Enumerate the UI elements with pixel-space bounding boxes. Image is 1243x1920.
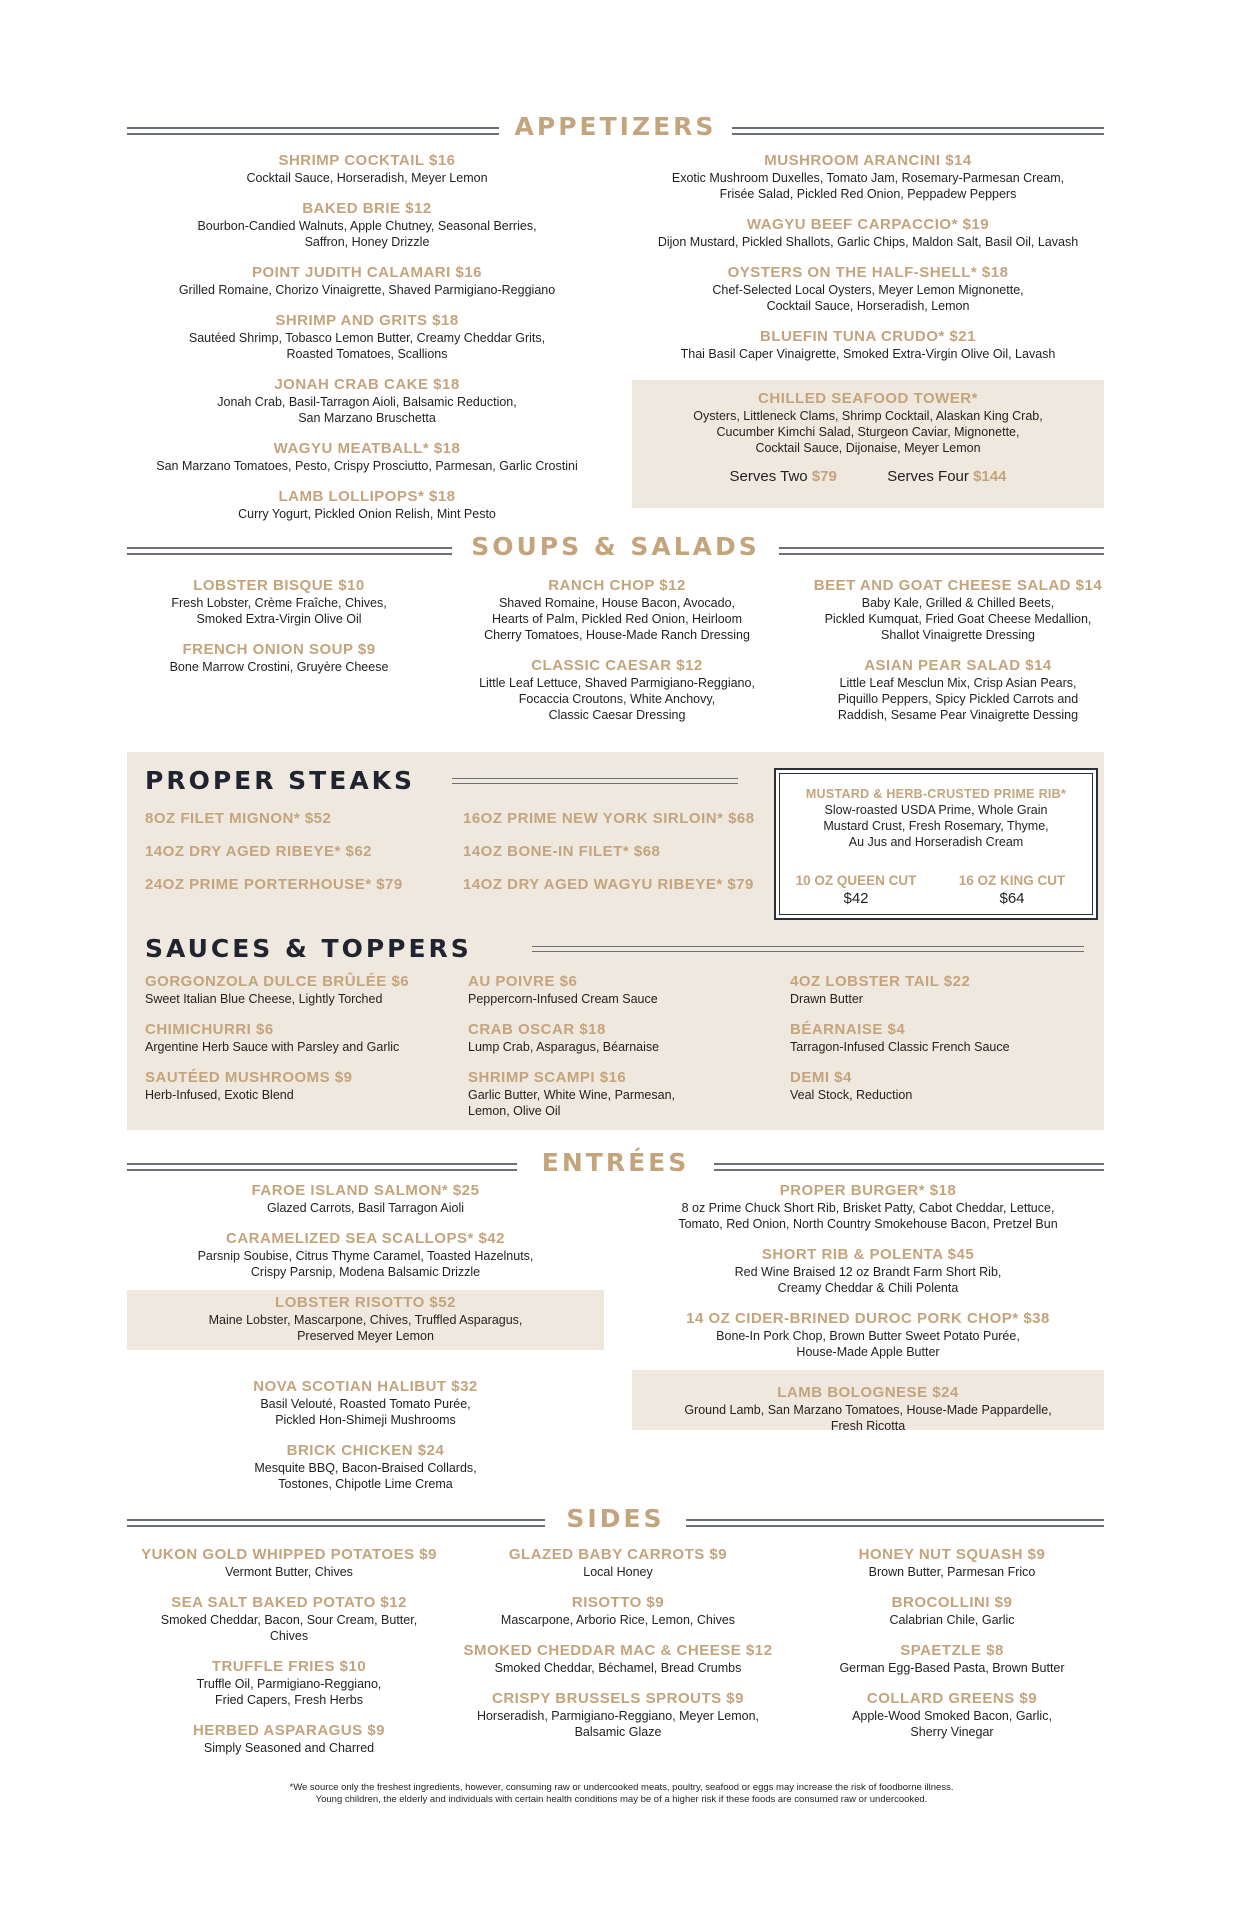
sides-heading <box>127 1504 1104 1538</box>
king-cut-price: $64 <box>999 890 1025 907</box>
item-name: GORGONZOLA DULCE BRÛLÉE $6 <box>145 973 410 990</box>
item-name: OYSTERS ON THE HALF-SHELL* $18 <box>727 264 1009 281</box>
item-name: CHILLED SEAFOOD TOWER* <box>758 390 978 407</box>
item-name: BRICK CHICKEN $24 <box>286 1442 445 1459</box>
item-name: SHRIMP SCAMPI $16 <box>468 1069 627 1086</box>
menu-item <box>632 216 1104 250</box>
item-name: SEA SALT BAKED POTATO $12 <box>171 1594 407 1611</box>
entrees-right-column <box>632 1182 1104 1448</box>
item-desc: Cocktail Sauce, Horseradish, Meyer Lemon <box>246 171 488 185</box>
item-desc: San Marzano Tomatoes, Pesto, Crispy Prosciutto, Parmesan, Garlic Crostini <box>156 459 578 473</box>
menu-item <box>145 973 445 1007</box>
item-desc: Herb-Infused, Exotic Blend <box>145 1088 294 1102</box>
menu-item <box>800 1546 1104 1580</box>
menu-item <box>127 440 607 474</box>
menu-item <box>790 973 1090 1007</box>
menu-item <box>800 1642 1104 1676</box>
menu-item <box>458 577 776 643</box>
section-title: SOUPS & SALADS <box>471 532 760 561</box>
menu-item <box>800 1690 1104 1740</box>
menu-item <box>145 1069 445 1103</box>
section-title: SIDES <box>566 1504 665 1533</box>
item-desc: Apple-Wood Smoked Bacon, Garlic, Sherry Vinegar <box>852 1709 1052 1739</box>
appetizers-right-column <box>632 152 1104 376</box>
item-desc: Glazed Carrots, Basil Tarragon Aioli <box>266 1201 465 1215</box>
sides-column-3 <box>800 1546 1104 1754</box>
appetizers-left-column <box>127 152 607 536</box>
item-name: CRISPY BRUSSELS SPROUTS $9 <box>492 1690 744 1707</box>
menu-item <box>632 1246 1104 1296</box>
menu-item <box>127 1294 604 1344</box>
item-desc: Ground Lamb, San Marzano Tomatoes, House-Made Pappardelle, Fresh Ricotta <box>684 1403 1052 1433</box>
section-title: ENTRÉES <box>541 1148 690 1177</box>
menu-item <box>127 1378 604 1428</box>
item-name: LAMB BOLOGNESE $24 <box>777 1384 959 1401</box>
menu-item <box>127 1594 451 1644</box>
item-desc: Baby Kale, Grilled & Chilled Beets, Pickled Kumquat, Fried Goat Cheese Medallion, Shallot Vinaigrette Dressing <box>824 596 1092 642</box>
menu-item <box>127 1230 604 1280</box>
steak-item: 8OZ FILET MIGNON* $52 <box>145 810 332 827</box>
menu-item <box>632 1384 1104 1434</box>
soups-column-1 <box>127 577 431 689</box>
appetizers-heading <box>127 112 1104 146</box>
seafood-tower-box <box>632 380 1104 508</box>
item-name: BLUEFIN TUNA CRUDO* $21 <box>760 328 976 345</box>
menu-item <box>632 1182 1104 1232</box>
menu-item <box>127 312 607 362</box>
menu-item <box>468 1021 768 1055</box>
item-desc: Mesquite BBQ, Bacon-Braised Collards, Tostones, Chipotle Lime Crema <box>254 1461 477 1491</box>
item-desc: Parsnip Soubise, Citrus Thyme Caramel, Toasted Hazelnuts, Crispy Parsnip, Modena Balsamic Drizzle <box>197 1249 534 1279</box>
item-name: MUSHROOM ARANCINI $14 <box>764 152 972 169</box>
item-name: COLLARD GREENS $9 <box>866 1690 1038 1707</box>
item-desc: Truffle Oil, Parmigiano-Reggiano, Fried Capers, Fresh Herbs <box>196 1677 382 1707</box>
item-name: SHRIMP AND GRITS $18 <box>275 312 459 329</box>
item-desc: Shaved Romaine, House Bacon, Avocado, Hearts of Palm, Pickled Red Onion, Heirloom Cherry Tomatoes, House-Made Ranch Dressing <box>484 596 750 642</box>
menu-item <box>458 1690 778 1740</box>
item-name: ASIAN PEAR SALAD $14 <box>864 657 1052 674</box>
soups-heading <box>127 532 1104 566</box>
item-desc: Bone Marrow Crostini, Gruyère Cheese <box>169 660 389 674</box>
sauces-column-1 <box>145 973 445 1117</box>
item-name: CRAB OSCAR $18 <box>468 1021 606 1038</box>
sauces-column-3 <box>790 973 1090 1117</box>
item-name: FAROE ISLAND SALMON* $25 <box>251 1182 480 1199</box>
item-desc: Basil Velouté, Roasted Tomato Purée, Pickled Hon-Shimeji Mushrooms <box>260 1397 471 1427</box>
item-name: CHIMICHURRI $6 <box>145 1021 274 1038</box>
section-title: APPETIZERS <box>514 112 717 141</box>
item-desc: Garlic Butter, White Wine, Parmesan, Lemon, Olive Oil <box>468 1088 676 1118</box>
menu-item <box>127 152 607 186</box>
item-name: SAUTÉED MUSHROOMS $9 <box>145 1069 353 1086</box>
item-desc: Tarragon-Infused Classic French Sauce <box>790 1040 1010 1054</box>
item-name: GLAZED BABY CARROTS $9 <box>508 1546 728 1563</box>
item-name: LOBSTER BISQUE $10 <box>193 577 365 594</box>
steaks-title: PROPER STEAKS <box>145 766 416 795</box>
item-name: SMOKED CHEDDAR MAC & CHEESE $12 <box>463 1642 773 1659</box>
item-name: SPAETZLE $8 <box>900 1642 1004 1659</box>
prime-rib-box <box>774 768 1098 920</box>
entrees-left-column <box>127 1182 604 1506</box>
item-name: JONAH CRAB CAKE $18 <box>274 376 460 393</box>
item-name: FRENCH ONION SOUP $9 <box>182 641 376 658</box>
menu-item <box>458 1594 778 1628</box>
menu-item <box>632 152 1104 202</box>
item-desc: Curry Yogurt, Pickled Onion Relish, Mint Pesto <box>238 507 496 521</box>
menu-item <box>790 1021 1090 1055</box>
item-desc: Sautéed Shrimp, Tobasco Lemon Butter, Creamy Cheddar Grits, Roasted Tomatoes, Scallions <box>188 331 546 361</box>
serves-four-price: $144 <box>973 468 1007 485</box>
item-desc: Sweet Italian Blue Cheese, Lightly Torched <box>145 992 383 1006</box>
item-desc: Brown Butter, Parmesan Frico <box>868 1565 1036 1579</box>
item-desc: Jonah Crab, Basil-Tarragon Aioli, Balsamic Reduction, San Marzano Bruschetta <box>217 395 517 425</box>
menu-item <box>790 1069 1090 1103</box>
steak-item: 16OZ PRIME NEW YORK SIRLOIN* $68 <box>463 810 755 827</box>
divider-rule <box>532 946 1084 952</box>
serves-two-price: $79 <box>811 468 837 485</box>
item-name: BEET AND GOAT CHEESE SALAD $14 <box>813 577 1103 594</box>
item-desc: Thai Basil Caper Vinaigrette, Smoked Extra-Virgin Olive Oil, Lavash <box>680 347 1056 361</box>
menu-item <box>800 1594 1104 1628</box>
item-name: HERBED ASPARAGUS $9 <box>192 1722 386 1739</box>
item-name: POINT JUDITH CALAMARI $16 <box>251 264 483 281</box>
footnote-line: Young children, the elderly and individuals with certain health conditions may be of a higher risk if these foods are consumed raw or undercooked. <box>315 1794 928 1805</box>
item-desc: Bourbon-Candied Walnuts, Apple Chutney, Seasonal Berries, Saffron, Honey Drizzle <box>197 219 537 249</box>
item-name: NOVA SCOTIAN HALIBUT $32 <box>253 1378 478 1395</box>
steak-item: 14OZ DRY AGED RIBEYE* $62 <box>145 843 373 860</box>
item-desc: Slow-roasted USDA Prime, Whole Grain Mustard Crust, Fresh Rosemary, Thyme, Au Jus and Horseradish Cream <box>823 803 1049 849</box>
menu-item <box>458 1546 778 1580</box>
item-desc: Veal Stock, Reduction <box>790 1088 913 1102</box>
steak-item: 14OZ BONE-IN FILET* $68 <box>463 843 661 860</box>
item-name: LAMB LOLLIPOPS* $18 <box>278 488 456 505</box>
menu-item <box>127 1182 604 1216</box>
queen-cut-price: $42 <box>843 890 869 907</box>
item-desc: Little Leaf Mesclun Mix, Crisp Asian Pears, Piquillo Peppers, Spicy Pickled Carrots and Raddish, Sesame Pear Vinaigrette Dessing <box>837 676 1079 722</box>
item-desc: Dijon Mustard, Pickled Shallots, Garlic Chips, Maldon Salt, Basil Oil, Lavash <box>657 235 1079 249</box>
item-desc: Smoked Cheddar, Béchamel, Bread Crumbs <box>494 1661 742 1675</box>
item-desc: Smoked Cheddar, Bacon, Sour Cream, Butter, Chives <box>160 1613 418 1643</box>
item-name: CARAMELIZED SEA SCALLOPS* $42 <box>226 1230 505 1247</box>
king-cut-label: 16 OZ KING CUT <box>958 873 1066 888</box>
steak-item: 24OZ PRIME PORTERHOUSE* $79 <box>145 876 403 893</box>
serves-four-label: Serves Four <box>887 468 969 485</box>
menu-item <box>800 657 1116 723</box>
item-name: AU POIVRE $6 <box>468 973 578 990</box>
serves-two-label: Serves Two <box>729 468 808 485</box>
menu-item <box>127 1722 451 1756</box>
item-name: SHORT RIB & POLENTA $45 <box>761 1246 975 1263</box>
item-desc: Peppercorn-Infused Cream Sauce <box>468 992 658 1006</box>
item-name: MUSTARD & HERB-CRUSTED PRIME RIB* <box>805 787 1067 801</box>
menu-item <box>632 264 1104 314</box>
disclaimer-footnote <box>0 1782 1243 1806</box>
queen-cut <box>786 873 926 907</box>
menu-item <box>632 1310 1104 1360</box>
menu-item <box>127 200 607 250</box>
item-name: BAKED BRIE $12 <box>302 200 432 217</box>
divider-rule <box>452 778 738 784</box>
item-name: BÉARNAISE $4 <box>790 1021 906 1038</box>
item-desc: Bone-In Pork Chop, Brown Butter Sweet Potato Purée, House-Made Apple Butter <box>716 1329 1020 1359</box>
menu-item <box>127 264 607 298</box>
item-desc: Local Honey <box>583 1565 653 1579</box>
sides-column-1 <box>127 1546 451 1770</box>
menu-item <box>127 1658 451 1708</box>
item-desc: Little Leaf Lettuce, Shaved Parmigiano-Reggiano, Focaccia Croutons, White Anchovy, Classic Caesar Dressing <box>479 676 755 722</box>
item-name: WAGYU MEATBALL* $18 <box>273 440 461 457</box>
menu-item <box>127 577 431 627</box>
item-desc: Vermont Butter, Chives <box>225 1565 353 1579</box>
item-desc: Fresh Lobster, Crème Fraîche, Chives, Smoked Extra-Virgin Olive Oil <box>171 596 387 626</box>
menu-item <box>800 577 1116 643</box>
menu-item <box>458 1642 778 1676</box>
item-name: HONEY NUT SQUASH $9 <box>858 1546 1046 1563</box>
item-name: LOBSTER RISOTTO $52 <box>275 1294 456 1311</box>
item-desc: Simply Seasoned and Charred <box>203 1741 375 1755</box>
item-desc: German Egg-Based Pasta, Brown Butter <box>839 1661 1065 1675</box>
item-desc: Red Wine Braised 12 oz Brandt Farm Short Rib, Creamy Cheddar & Chili Polenta <box>734 1265 1002 1295</box>
menu-item <box>632 328 1104 362</box>
item-desc: Calabrian Chile, Garlic <box>889 1613 1015 1627</box>
menu-item <box>127 641 431 675</box>
item-desc: Drawn Butter <box>790 992 863 1006</box>
item-desc: Mascarpone, Arborio Rice, Lemon, Chives <box>500 1613 736 1627</box>
item-name: SHRIMP COCKTAIL $16 <box>278 152 456 169</box>
menu-item <box>468 1069 768 1119</box>
item-name: WAGYU BEEF CARPACCIO* $19 <box>746 216 990 233</box>
item-name: YUKON GOLD WHIPPED POTATOES $9 <box>141 1546 437 1563</box>
sides-column-2 <box>458 1546 778 1754</box>
sauces-column-2 <box>468 973 768 1133</box>
item-desc: Chef-Selected Local Oysters, Meyer Lemon Mignonette, Cocktail Sauce, Horseradish, Lemon <box>712 283 1024 313</box>
menu-item <box>127 1442 604 1492</box>
item-desc: Oysters, Littleneck Clams, Shrimp Cocktail, Alaskan King Crab, Cucumber Kimchi Salad, Sturgeon Caviar, Mignonette, Cocktail Sauce, Dijonaise, Meyer Lemon <box>693 409 1043 455</box>
tower-prices <box>632 468 1104 485</box>
queen-cut-label: 10 OZ QUEEN CUT <box>795 873 917 888</box>
king-cut <box>942 873 1082 907</box>
menu-item <box>145 1021 445 1055</box>
item-desc: Argentine Herb Sauce with Parsley and Garlic <box>145 1040 400 1054</box>
item-name: TRUFFLE FRIES $10 <box>211 1658 367 1675</box>
item-name: RISOTTO $9 <box>571 1594 665 1611</box>
menu-item <box>127 488 607 522</box>
item-desc: Grilled Romaine, Chorizo Vinaigrette, Shaved Parmigiano-Reggiano <box>178 283 556 297</box>
footnote-line: *We source only the freshest ingredients, however, consuming raw or undercooked meats, poultry, seafood or eggs may increase the risk of foodborne illness. <box>289 1782 954 1793</box>
item-name: RANCH CHOP $12 <box>548 577 686 594</box>
soups-column-2 <box>458 577 776 737</box>
item-desc: Horseradish, Parmigiano-Reggiano, Meyer Lemon, Balsamic Glaze <box>476 1709 760 1739</box>
item-name: CLASSIC CAESAR $12 <box>531 657 703 674</box>
menu-item <box>468 973 768 1007</box>
entrees-heading <box>127 1148 1104 1182</box>
sauces-title: SAUCES & TOPPERS <box>145 934 472 963</box>
item-name: 4OZ LOBSTER TAIL $22 <box>790 973 971 990</box>
item-desc: Lump Crab, Asparagus, Béarnaise <box>468 1040 660 1054</box>
item-desc: 8 oz Prime Chuck Short Rib, Brisket Patty, Cabot Cheddar, Lettuce, Tomato, Red Onion, North Country Smokehouse Bacon, Pretzel Bun <box>678 1201 1058 1231</box>
soups-column-3 <box>800 577 1116 737</box>
item-name: 14 OZ CIDER-BRINED DUROC PORK CHOP* $38 <box>686 1310 1050 1327</box>
item-desc: Exotic Mushroom Duxelles, Tomato Jam, Rosemary-Parmesan Cream, Frisée Salad, Pickled Red Onion, Peppadew Peppers <box>671 171 1065 201</box>
menu-item <box>458 657 776 723</box>
item-name: PROPER BURGER* $18 <box>779 1182 957 1199</box>
item-name: BROCOLLINI $9 <box>891 1594 1013 1611</box>
item-name: DEMI $4 <box>790 1069 852 1086</box>
steak-item: 14OZ DRY AGED WAGYU RIBEYE* $79 <box>463 876 754 893</box>
menu-item <box>127 1546 451 1580</box>
item-desc: Maine Lobster, Mascarpone, Chives, Truffled Asparagus, Preserved Meyer Lemon <box>208 1313 523 1343</box>
menu-item <box>127 376 607 426</box>
